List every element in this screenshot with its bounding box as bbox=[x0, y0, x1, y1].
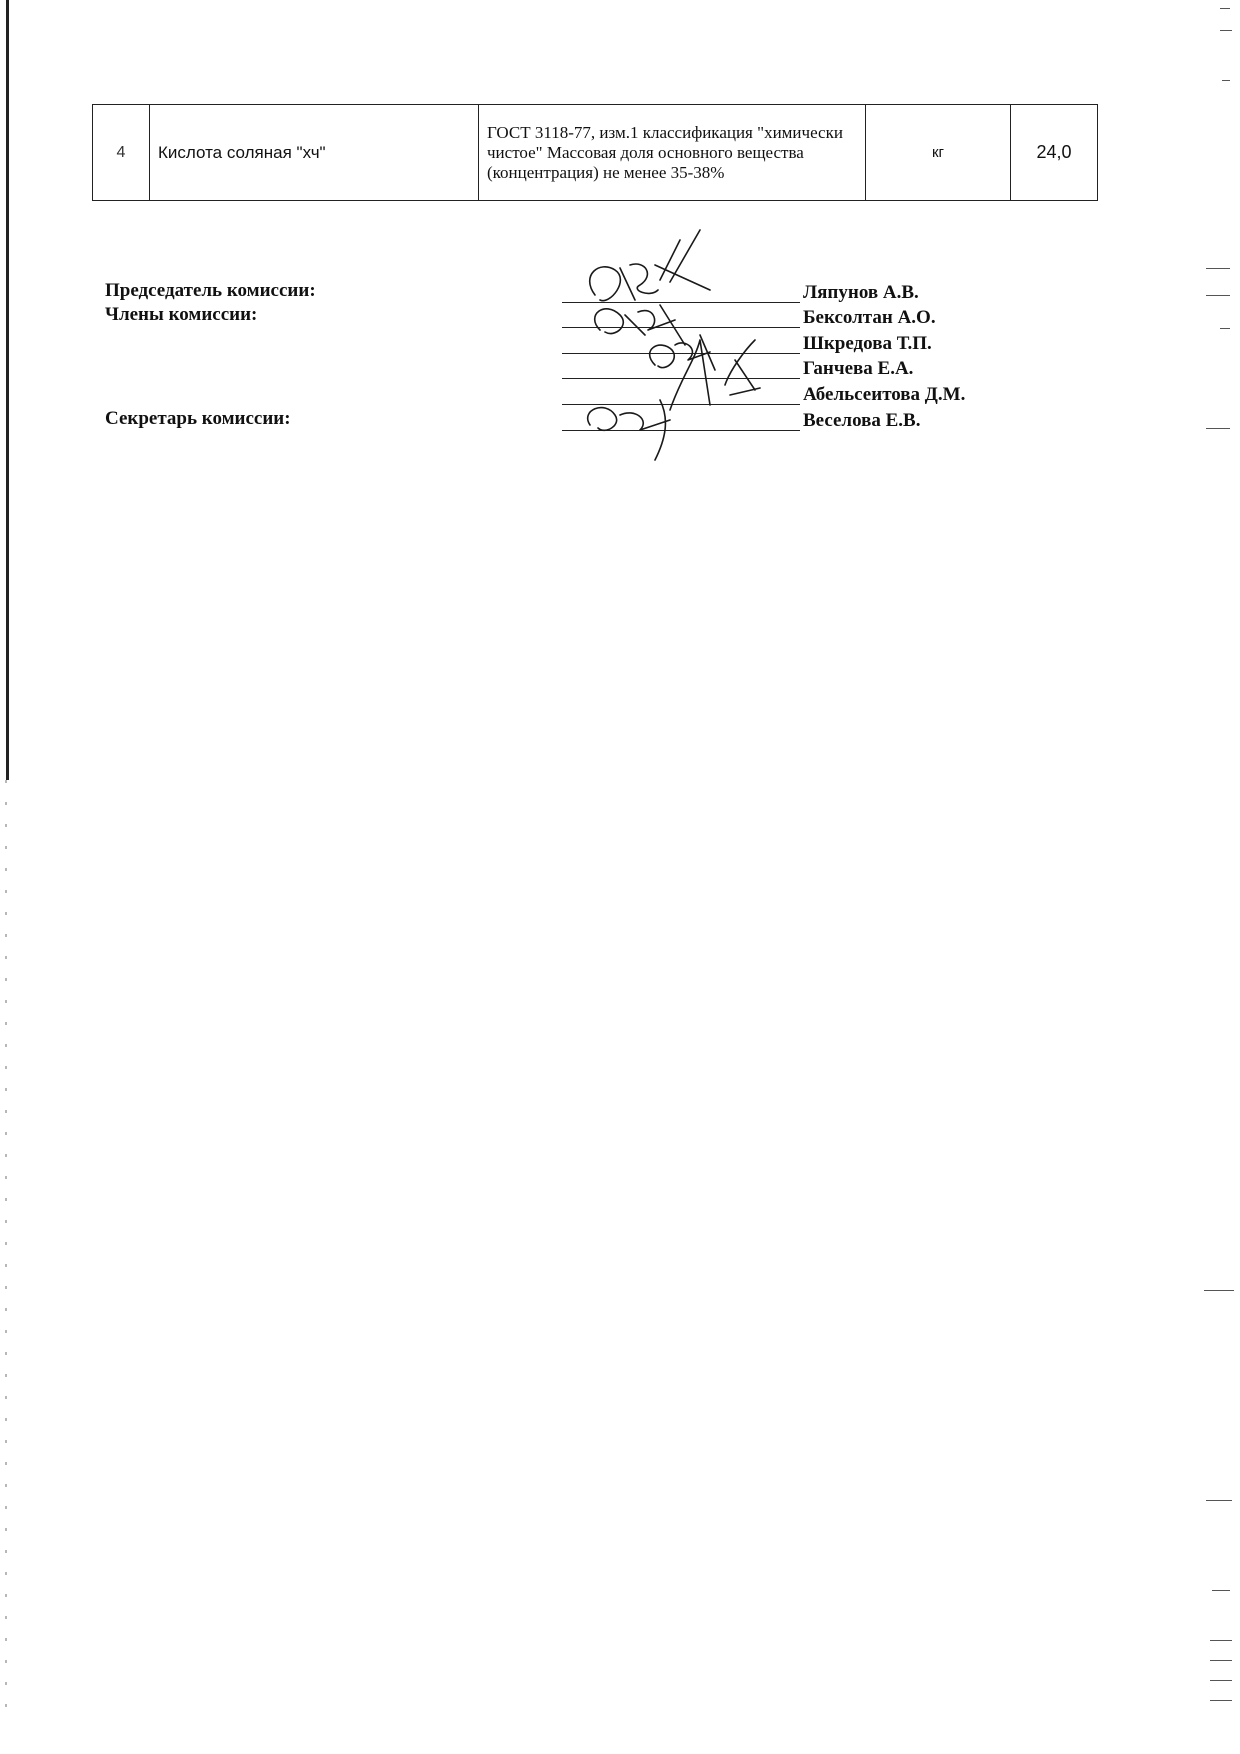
item-name: Кислота соляная "хч" bbox=[150, 105, 479, 201]
item-specification: ГОСТ 3118-77, изм.1 классификация "химически чистое" Массовая доля основного вещества (концентрация) не менее 35-38% bbox=[479, 105, 866, 201]
person-name: Ганчева Е.А. bbox=[803, 358, 914, 379]
signature-4 bbox=[670, 340, 760, 410]
person-name: Абельсеитова Д.М. bbox=[803, 384, 966, 405]
signature-2 bbox=[595, 305, 685, 345]
items-table bbox=[92, 104, 1098, 201]
row-number: 4 bbox=[93, 105, 150, 201]
item-quantity: 24,0 bbox=[1011, 105, 1098, 201]
members-label: Члены комиссии: bbox=[105, 304, 258, 325]
scan-edge-mark bbox=[6, 0, 9, 780]
scan-edge-dots bbox=[5, 780, 7, 1710]
scan-right-marks bbox=[1200, 0, 1240, 1754]
person-name: Ляпунов А.В. bbox=[803, 282, 919, 303]
person-name: Веселова Е.В. bbox=[803, 410, 921, 431]
chair-label: Председатель комиссии: bbox=[105, 280, 316, 301]
table-row bbox=[93, 105, 1098, 201]
person-name: Бексолтан А.О. bbox=[803, 307, 936, 328]
signature-1 bbox=[590, 230, 710, 301]
signature-5 bbox=[588, 400, 670, 460]
handwritten-signatures bbox=[560, 220, 820, 470]
secretary-label: Секретарь комиссии: bbox=[105, 408, 291, 429]
item-unit: кг bbox=[866, 105, 1011, 201]
person-name: Шкредова Т.П. bbox=[803, 333, 932, 354]
